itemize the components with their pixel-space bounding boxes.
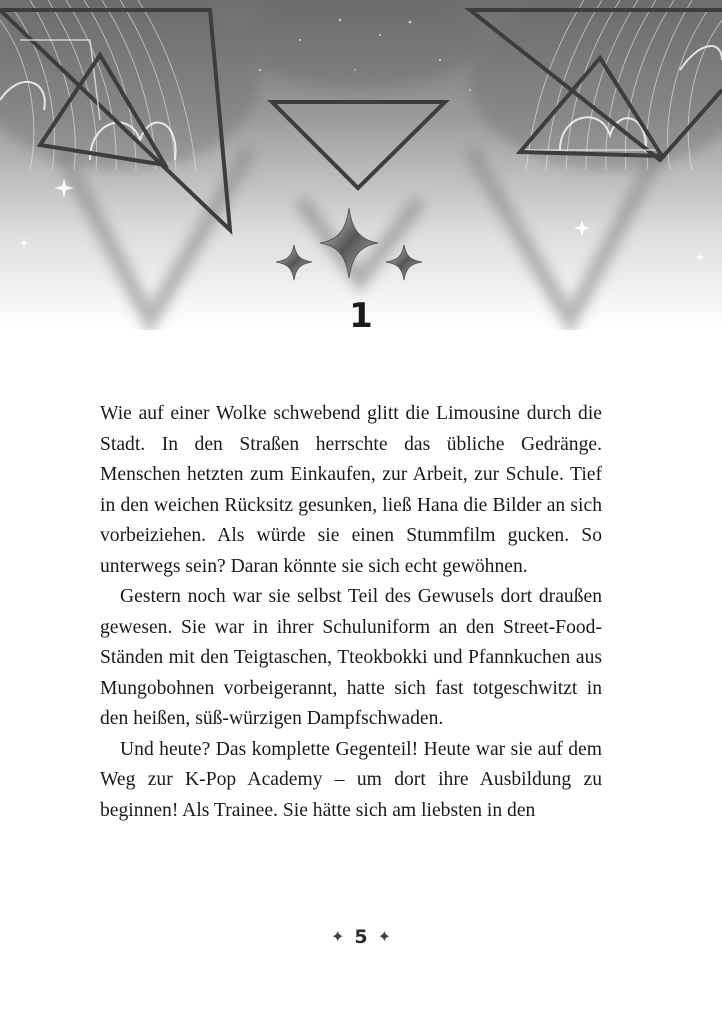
chapter-header-illustration (0, 0, 722, 330)
paragraph: Wie auf einer Wolke schwebend glitt die Limousine durch die Stadt. In den Straßen herrschte das übliche Gedränge. Menschen hetzten zum Einkaufen, zur Arbeit, zur Schule. Tief in den weichen Rücksitz gesunken, ließ Hana die Bilder an sich vorbeiziehen. Als würde sie einen Stummfilm gucken. So unterwegs sein? Daran könnte sie sich echt gewöhnen. (100, 403, 602, 577)
page-footer (0, 924, 722, 950)
page-number: 5 (354, 926, 368, 948)
paragraph: Gestern noch war sie selbst Teil des Gewusels dort draußen gewesen. Sie war in ihrer Schuluniform an den Street-Food-Ständen mit den Teigtaschen, Tteokbokki und Pfannkuchen aus Mungobohnen vorbeigerannt, hatte sich fast totgeschwitzt in den heißen, süß-würzigen Dampfschwaden. (100, 586, 602, 729)
sparkle-icon: ✦ (330, 927, 345, 946)
chapter-number: 1 (349, 296, 373, 336)
paragraph: Und heute? Das komplette Gegenteil! Heute war sie auf dem Weg zur K-Pop Academy – um dort ihre Ausbildung zu beginnen! Als Trainee. Sie hätte sich am liebsten in den (100, 738, 602, 821)
chapter-body-text (100, 399, 602, 826)
sparkle-icon: ✦ (377, 927, 392, 946)
